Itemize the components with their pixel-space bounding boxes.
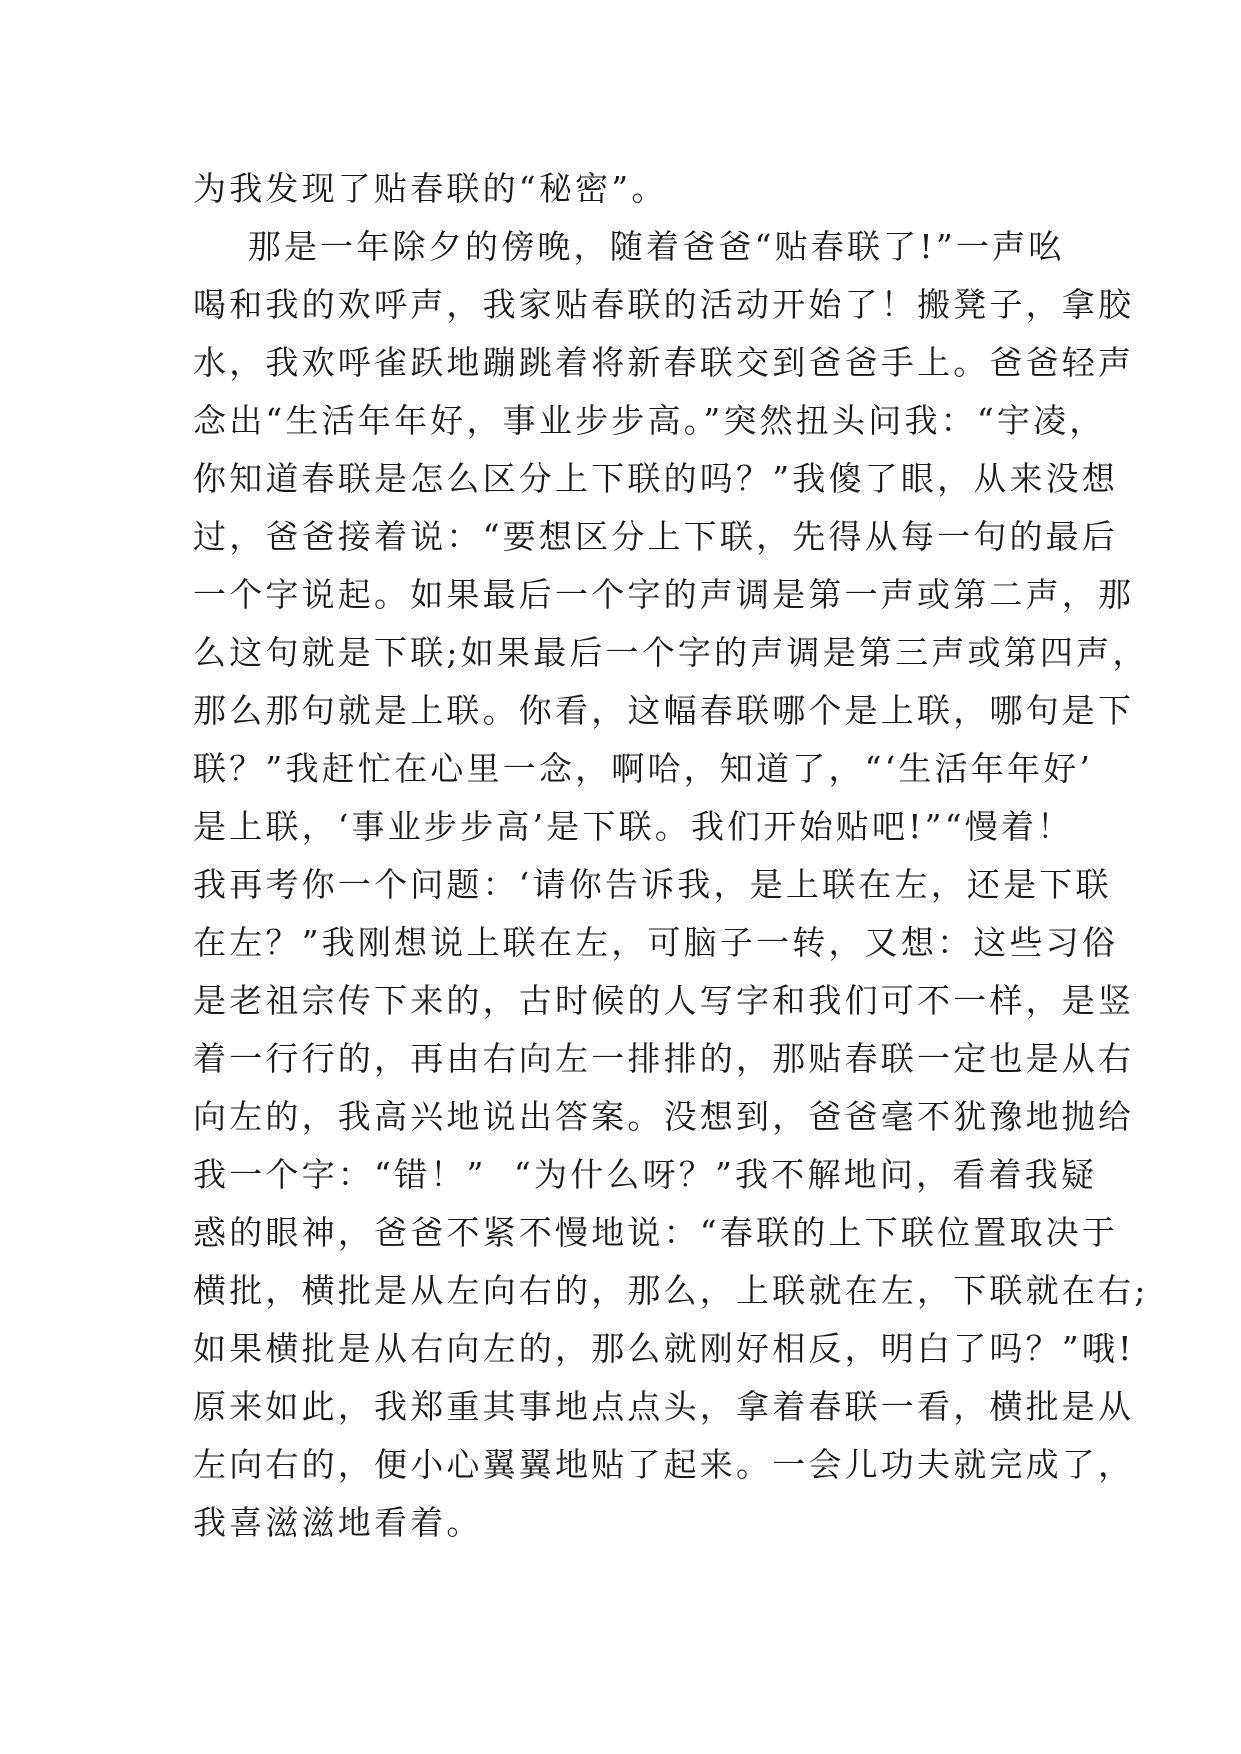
text-line: 向左的，我高兴地说出答案。没想到，爸爸毫不犹豫地抛给 [193, 1097, 1135, 1136]
text-line: 在左？”我刚想说上联在左，可脑子一转，又想：这些习俗 [193, 923, 1119, 962]
text-line: 么这句就是下联;如果最后一个字的声调是第三声或第四声， [193, 633, 1149, 672]
text-line: 念出“生活年年好，事业步步高。”突然扭头问我：“宇凌， [193, 401, 1106, 440]
text-line: 我再考你一个问题：‘请你告诉我，是上联在左，还是下联 [193, 865, 1112, 904]
text-line: 那是一年除夕的傍晚，随着爸爸“贴春联了!”一声吆 [193, 227, 1065, 266]
body-text [193, 160, 1149, 1552]
text-line: 原来如此，我郑重其事地点点头，拿着春联一看，横批是从 [193, 1387, 1135, 1426]
text-line: 你知道春联是怎么区分上下联的吗？”我傻了眼，从来没想 [193, 459, 1119, 498]
text-line: 联？”我赶忙在心里一念，啊哈，知道了，“‘生活年年好’ [193, 749, 1094, 788]
text-line: 一个字说起。如果最后一个字的声调是第一声或第二声，那 [193, 575, 1135, 614]
text-line: 左向右的，便小心翼翼地贴了起来。一会儿功夫就完成了， [193, 1445, 1135, 1484]
text-line: 是老祖宗传下来的，古时候的人写字和我们可不一样，是竖 [193, 981, 1135, 1020]
text-line: 过，爸爸接着说：“要想区分上下联，先得从每一句的最后 [193, 517, 1119, 556]
text-line: 如果横批是从右向左的，那么就刚好相反，明白了吗？”哦! [193, 1329, 1135, 1368]
text-line: 横批，横批是从左向右的，那么，上联就在左，下联就在右; [193, 1271, 1149, 1310]
text-line: 惑的眼神，爸爸不紧不慢地说：“春联的上下联位置取决于 [193, 1213, 1119, 1252]
text-line: 那么那句就是上联。你看，这幅春联哪个是上联，哪句是下 [193, 691, 1135, 730]
text-line: 我一个字：“错！” “为什么呀？”我不解地问，看着我疑 [193, 1155, 1098, 1194]
text-line: 着一行行的，再由右向左一排排的，那贴春联一定也是从右 [193, 1039, 1135, 1078]
text-line: 是上联，‘事业步步高’是下联。我们开始贴吧!”“慢着！ [193, 807, 1074, 846]
text-line: 水，我欢呼雀跃地蹦跳着将新春联交到爸爸手上。爸爸轻声 [193, 343, 1135, 382]
text-line: 喝和我的欢呼声，我家贴春联的活动开始了！搬凳子，拿胶 [193, 285, 1135, 324]
text-line: 我喜滋滋地看着。 [193, 1503, 483, 1542]
text-line: 为我发现了贴春联的“秘密”。 [193, 169, 668, 208]
